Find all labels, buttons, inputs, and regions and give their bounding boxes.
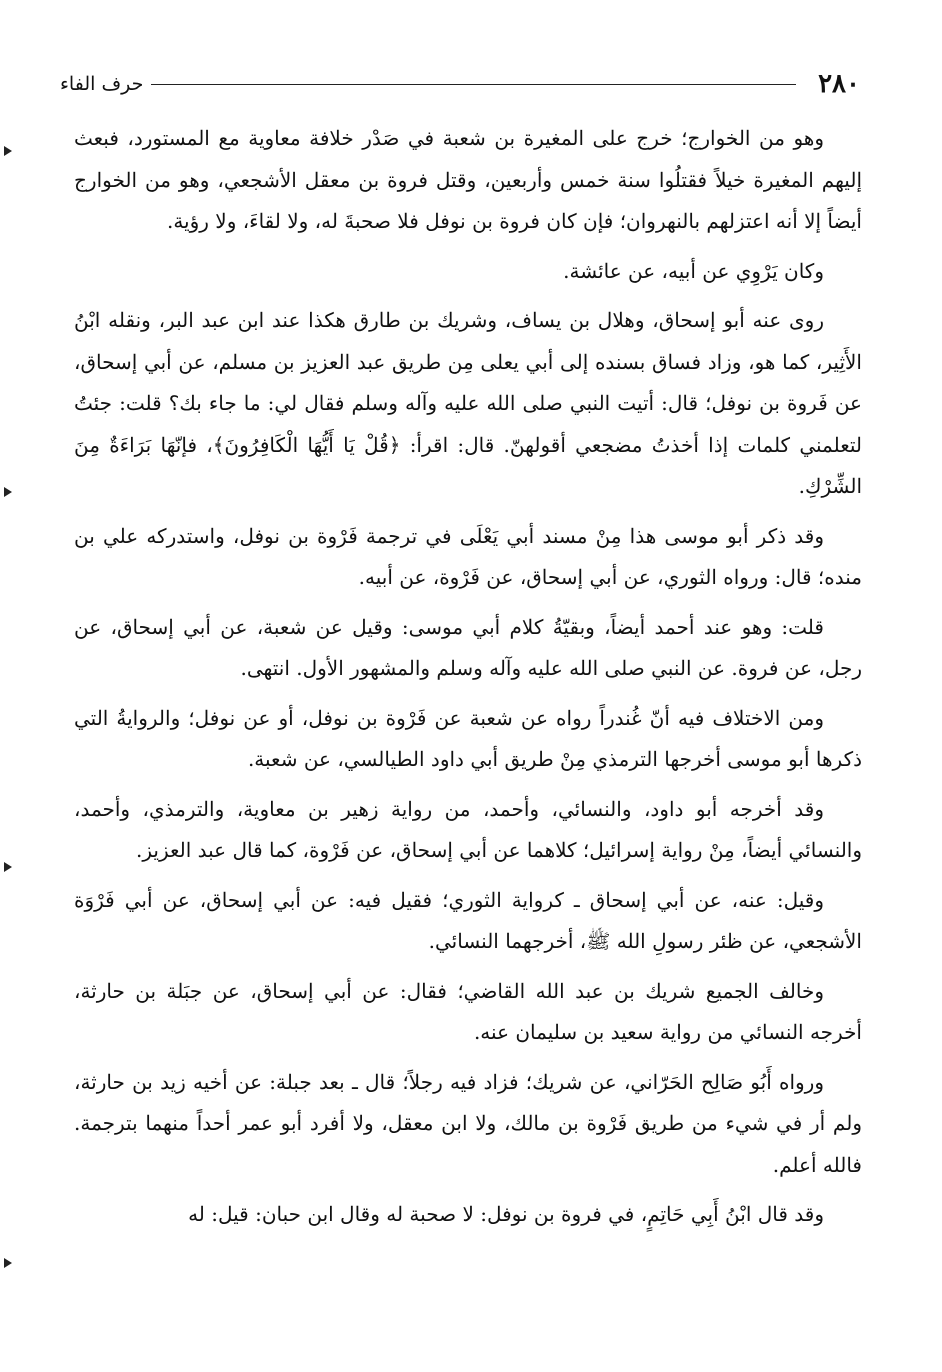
margin-mark-4 <box>4 1258 12 1268</box>
body-text <box>74 118 862 1236</box>
paragraph: قلت: وهو عند أحمد أيضاً، وبقيّةُ كلام أبي موسى: وقيل عن شعبة، عن أبي إسحاق، عن رجل، عن فروة. عن النبي صلى الله عليه وآله وسلم والمشهور الأول. انتهى. <box>74 614 862 680</box>
paragraph: وقد قال ابْنُ أَبِي حَاتِمٍ، في فروة بن نوفل: لا صحبة له وقال ابن حبان: قيل: له <box>188 1202 824 1226</box>
running-header <box>60 64 860 104</box>
page-number: ٢٨٠ <box>818 69 860 99</box>
section-title: حرف الفاء <box>60 73 144 95</box>
header-rule <box>151 84 796 85</box>
paragraph: ومن الاختلاف فيه أنّ غُندراً رواه عن شعبة عن فَرْوة بن نوفل، أو عن نوفل؛ والروايةُ التي ذكرها أبو موسى أخرجها الترمذي مِنْ طريق أبي داود الطيالسي، عن شعبة. <box>74 705 862 771</box>
margin-mark-3 <box>4 862 12 872</box>
paragraph: ورواه أَبُو صَالِح الحَرّاني، عن شريك؛ فزاد فيه رجلاً؛ قال ـ بعد جبلة: عن أخيه زيد بن حارثة، ولم أر في شيء من طريق فَرْوة بن مالك، ولا ابن معقل، ولا أفرد أبو عمر أحداً منهما بترجمة. فالله أعلم. <box>74 1069 862 1177</box>
paragraph: وقيل: عنه، عن أبي إسحاق ـ كرواية الثوري؛ فقيل فيه: عن أبي إسحاق، عن أبي فَرْوَة الأشجعي، عن ظئر رسولِ الله ﷺ، أخرجهما النسائي. <box>74 887 862 953</box>
margin-mark-1 <box>4 146 12 156</box>
paragraph: وكان يَرْوِي عن أبيه، عن عائشة. <box>563 258 824 283</box>
paragraph: وقد ذكر أبو موسى هذا مِنْ مسند أبي يَعْلَى في ترجمة فَرْوة بن نوفل، واستدركه علي بن منده؛ قال: ورواه الثوري، عن أبي إسحاق، عن فَرْوة، عن أبيه. <box>74 523 862 589</box>
paragraph: وهو من الخوارج؛ خرج على المغيرة بن شعبة في صَدْر خلافة معاوية مع المستورد، فبعث إليهم المغيرة خيلاً فقتلُوا سنة خمس وأربعين، وقتل فروة بن معقل الأشجعي، وهو من الخوارج أيضاً إلا أنه اعتزلهم بالنهروان؛ فإن كان فروة بن نوفل فلا صحبةَ له، ولا لقاءَ، ولا رؤية. <box>74 126 862 233</box>
paragraph: وقد أخرجه أبو داود، والنسائي، وأحمد، من رواية زهير بن معاوية، والترمذي، وأحمد، والنسائي أيضاً، مِنْ رواية إسرائيل؛ كلاهما عن أبي إسحاق، عن فَرْوة، كما قال عبد العزيز. <box>74 796 862 862</box>
paragraph: وخالف الجميع شريك بن عبد الله القاضي؛ فقال: عن أبي إسحاق، عن جبَلة بن حارثة، أخرجه النسائي من رواية سعيد بن سليمان عنه. <box>74 978 862 1044</box>
paragraph: روى عنه أبو إسحاق، وهلال بن يساف، وشريك بن طارق هكذا عند ابن عبد البر، ونقله ابْنُ الأَثِير، كما هو، وزاد فساق بسنده إلى أبي يعلى مِن طريق عبد العزيز بن مسلم، عن أبي إسحاق، عن فَروة بن نوفل؛ قال: أتيت النبي صلى الله عليه وآله وسلم فقال لي: ما جاء بك؟ قلت: جئتُ لتعلمني كلمات إذا أخذتُ مضجعي أقولهنّ. قال: اقرأ: ﴿قُلْ يَا أَيُّهَا الْكَافِرُونَ﴾، فإنّهَا بَرَاءَةٌ مِنَ الشِّرْكِ. <box>74 308 862 498</box>
margin-mark-2 <box>4 487 12 497</box>
